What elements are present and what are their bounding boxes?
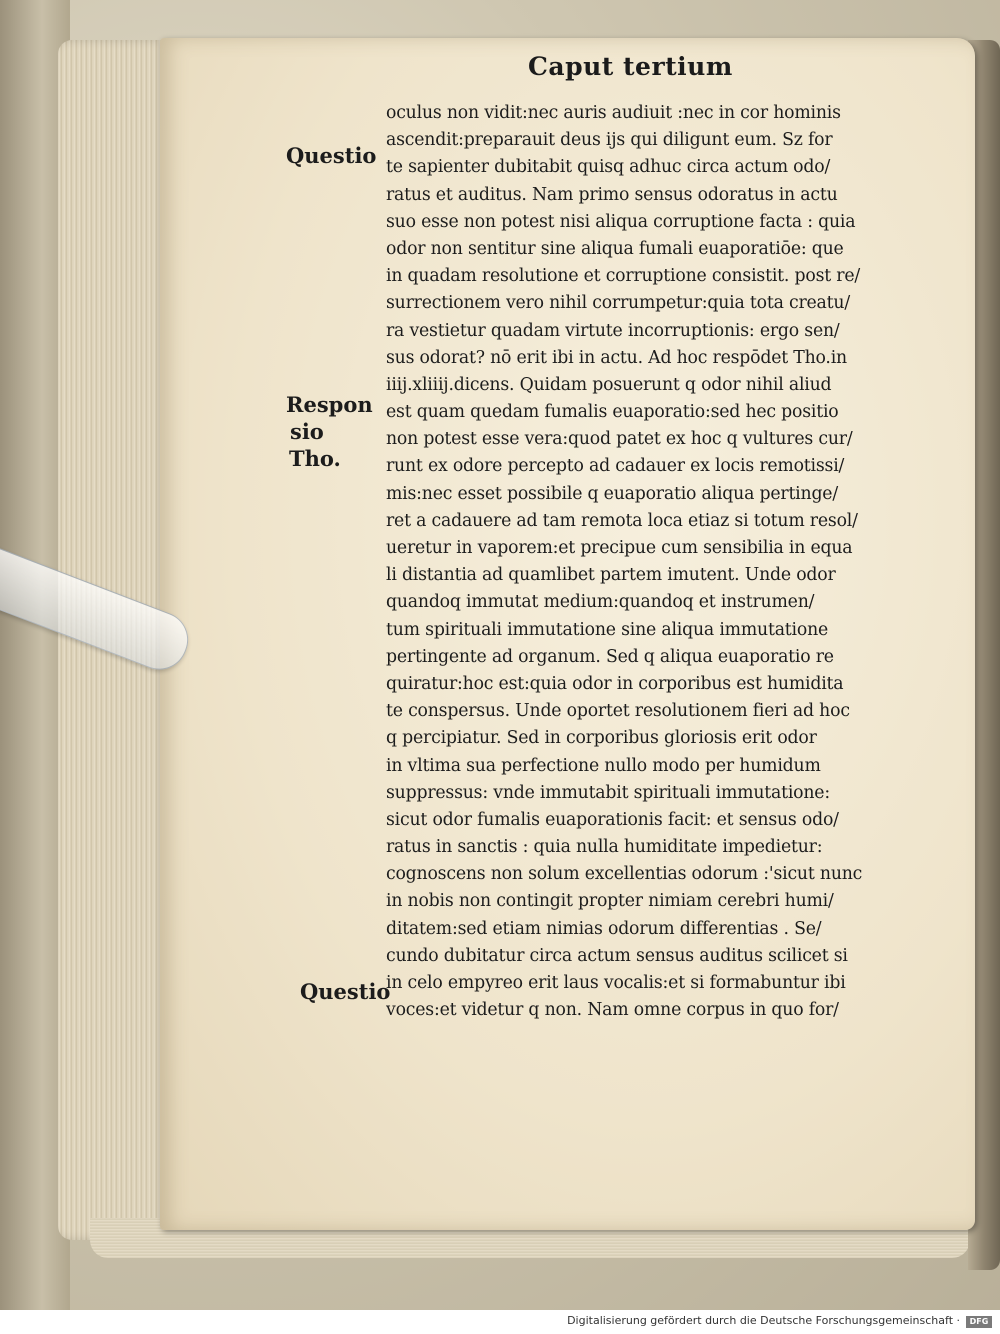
margin-note-respon: Respon	[286, 392, 373, 417]
text-line: non potest esse vera:quod patet ex hoc q vultures cur/	[386, 429, 853, 450]
margin-note-questio: Questio	[286, 143, 377, 168]
funding-credit: Digitalisierung gefördert durch die Deutsche Forschungsgemeinschaft ·	[567, 1314, 960, 1327]
text-line: sus odorat? nō erit ibi in actu. Ad hoc respōdet Tho.in	[386, 347, 847, 368]
text-line: sicut odor fumalis euaporationis facit: et sensus odo/	[386, 809, 839, 830]
text-line: tum spirituali immutatione sine aliqua immutatione	[386, 619, 829, 640]
text-line: q percipiatur. Sed in corporibus gloriosis erit odor	[386, 728, 817, 749]
text-line: oculus non vidit:nec auris audiuit :nec in cor hominis	[386, 103, 841, 123]
text-line: cognoscens non solum excellentias odorum :'sicut nunc	[386, 864, 863, 885]
margin-note-sio: sio	[290, 419, 324, 444]
text-line: ret a cadauere ad tam remota loca etiaz si totum resol/	[386, 510, 858, 531]
text-line: surrectionem vero nihil corrumpetur:quia tota creatu/	[386, 293, 850, 314]
text-line: odor non sentitur sine aliqua fumali euaporatiōe: que	[386, 238, 844, 259]
text-line: runt ex odore percepto ad cadauer ex locis remotissi/	[386, 456, 845, 477]
text-line: voces:et videtur q non. Nam omne corpus in quo for/	[386, 1000, 839, 1021]
text-line: in vltima sua perfectione nullo modo per humidum	[386, 755, 821, 776]
dfg-logo: DFG	[966, 1316, 992, 1328]
text-line: in quadam resolutione et corruptione consistit. post re/	[386, 266, 860, 287]
text-line: suppressus: vnde immutabit spirituali immutatione:	[386, 782, 830, 803]
running-header: Caput tertium	[528, 52, 733, 81]
text-line: suo esse non potest nisi aliqua corruptione facta : quia	[386, 211, 856, 232]
text-line: ratus in sanctis : quia nulla humiditate impedietur:	[386, 837, 823, 858]
text-line: te sapienter dubitabit quisq adhuc circa actum odo/	[386, 157, 831, 178]
text-line: ratus et auditus. Nam primo sensus odoratus in actu	[386, 184, 838, 205]
text-line: ueretur in vaporem:et precipue cum sensibilia in equa	[386, 538, 853, 558]
text-line: ascendit:preparauit deus ijs qui diligunt eum. Sz for	[386, 130, 833, 151]
text-line: iiij.xliiij.dicens. Quidam posuerunt q odor nihil aliud	[386, 374, 832, 395]
text-line: quiratur:hoc est:quia odor in corporibus est humidita	[386, 673, 844, 694]
text-line: in nobis non contingit propter nimiam cerebri humi/	[386, 891, 834, 912]
text-line: li distantia ad quamlibet partem imutent. Unde odor	[386, 565, 836, 586]
body-text	[386, 100, 961, 1024]
text-line: quandoq immutat medium:quandoq et instrumen/	[386, 592, 815, 613]
text-line: ditatem:sed etiam nimias odorum differentias . Se/	[386, 918, 822, 939]
text-line: est quam quedam fumalis euaporatio:sed hec positio	[386, 402, 839, 423]
footer-bar	[0, 1310, 1000, 1334]
text-line: pertingente ad organum. Sed q aliqua euaporatio re	[386, 646, 834, 667]
text-line: in celo empyreo erit laus vocalis:et si formabuntur ibi	[386, 973, 846, 993]
text-line: mis:nec esset possibile q euaporatio aliqua pertinge/	[386, 483, 838, 504]
text-line: ra vestietur quadam virtute incorruptionis: ergo sen/	[386, 320, 840, 341]
margin-note-questio-2: Questio	[300, 979, 391, 1004]
text-line: te conspersus. Unde oportet resolutionem fieri ad hoc	[386, 701, 850, 722]
text-line: cundo dubitatur circa actum sensus auditus scilicet si	[386, 945, 848, 966]
margin-note-tho: Tho.	[289, 446, 341, 471]
